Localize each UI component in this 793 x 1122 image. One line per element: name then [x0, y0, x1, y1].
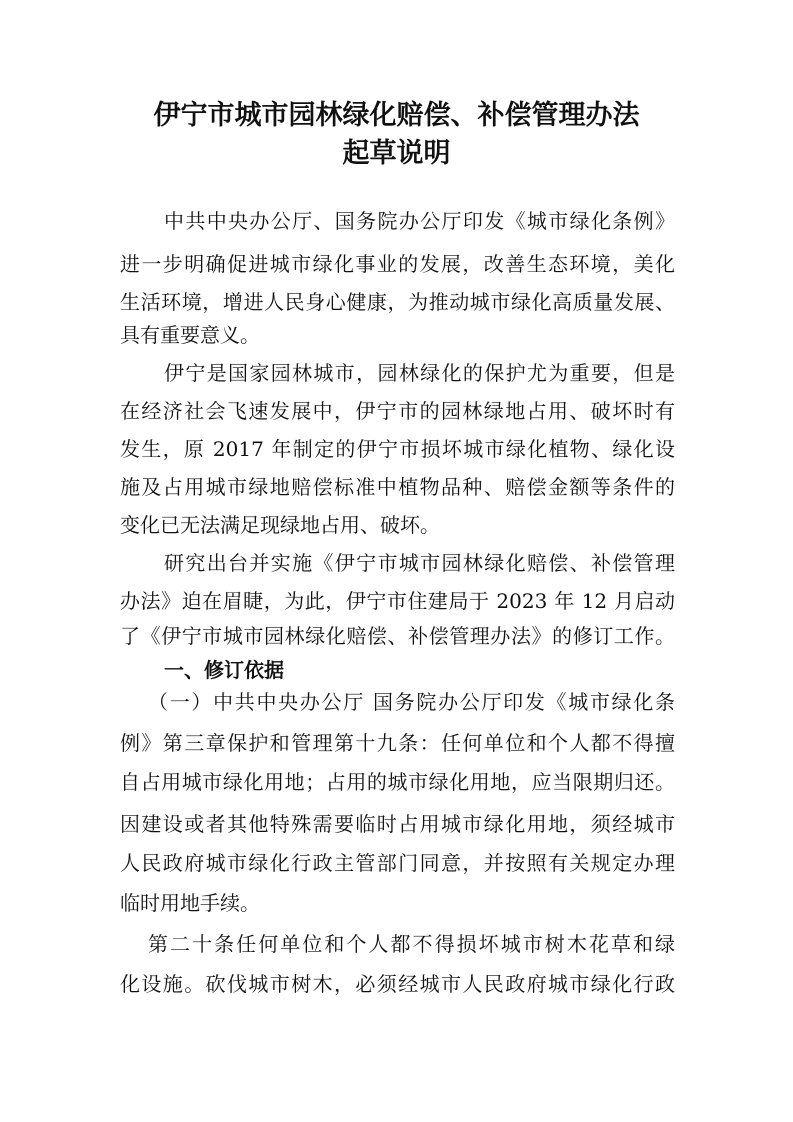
- paragraph-line: 发生，原 2017 年制定的伊宁市损坏城市绿化植物、绿化设: [120, 437, 675, 461]
- paragraph-line: 自占用城市绿化用地；占用的城市绿化用地，应当限期归还。: [120, 770, 675, 794]
- paragraph-line: 研究出台并实施《伊宁市城市园林绿化赔偿、补偿管理: [164, 551, 675, 575]
- paragraph-line: 因建设或者其他特殊需要临时占用城市绿化用地，须经城市: [120, 812, 675, 836]
- paragraph-line: 施及占用城市绿地赔偿标准中植物品种、赔偿金额等条件的: [120, 475, 675, 499]
- paragraph-line: 化设施。砍伐城市树木，必须经城市人民政府城市绿化行政: [120, 972, 675, 996]
- paragraph-line: 临时用地手续。: [120, 891, 260, 915]
- paragraph-line: 进一步明确促进城市绿化事业的发展，改善生态环境，美化: [120, 252, 675, 276]
- paragraph-line: 例》第三章保护和管理第十九条：任何单位和个人都不得擅: [120, 731, 675, 755]
- document-title: 伊宁市城市园林绿化赔偿、补偿管理办法: [153, 100, 640, 131]
- paragraph-line: 在经济社会飞速发展中，伊宁市的园林绿地占用、破坏时有: [120, 399, 675, 423]
- paragraph-line: 人民政府城市绿化行政主管部门同意，并按照有关规定办理: [120, 851, 675, 875]
- document-subtitle: 起草说明: [342, 138, 451, 169]
- paragraph-line: 中共中央办公厅、国务院办公厅印发《城市绿化条例》: [164, 209, 675, 233]
- paragraph-line: 变化已无法满足现绿地占用、破坏。: [120, 513, 440, 537]
- paragraph-line: 了《伊宁市城市园林绿化赔偿、补偿管理办法》的修订工作。: [120, 624, 675, 648]
- paragraph-line: （一）中共中央办公厅 国务院办公厅印发《城市绿化条: [148, 690, 675, 714]
- paragraph-line: 办法》迫在眉睫，为此，伊宁市住建局于 2023 年 12 月启动: [120, 589, 675, 613]
- paragraph-line: 伊宁是国家园林城市，园林绿化的保护尤为重要，但是: [164, 361, 675, 385]
- paragraph-line: 第二十条任何单位和个人都不得损坏城市树木花草和绿: [148, 932, 675, 956]
- paragraph-line: 具有重要意义。: [120, 323, 260, 347]
- paragraph-line: 生活环境，增进人民身心健康，为推动城市绿化高质量发展、: [120, 290, 675, 314]
- section-heading: 一、修订依据: [164, 658, 284, 682]
